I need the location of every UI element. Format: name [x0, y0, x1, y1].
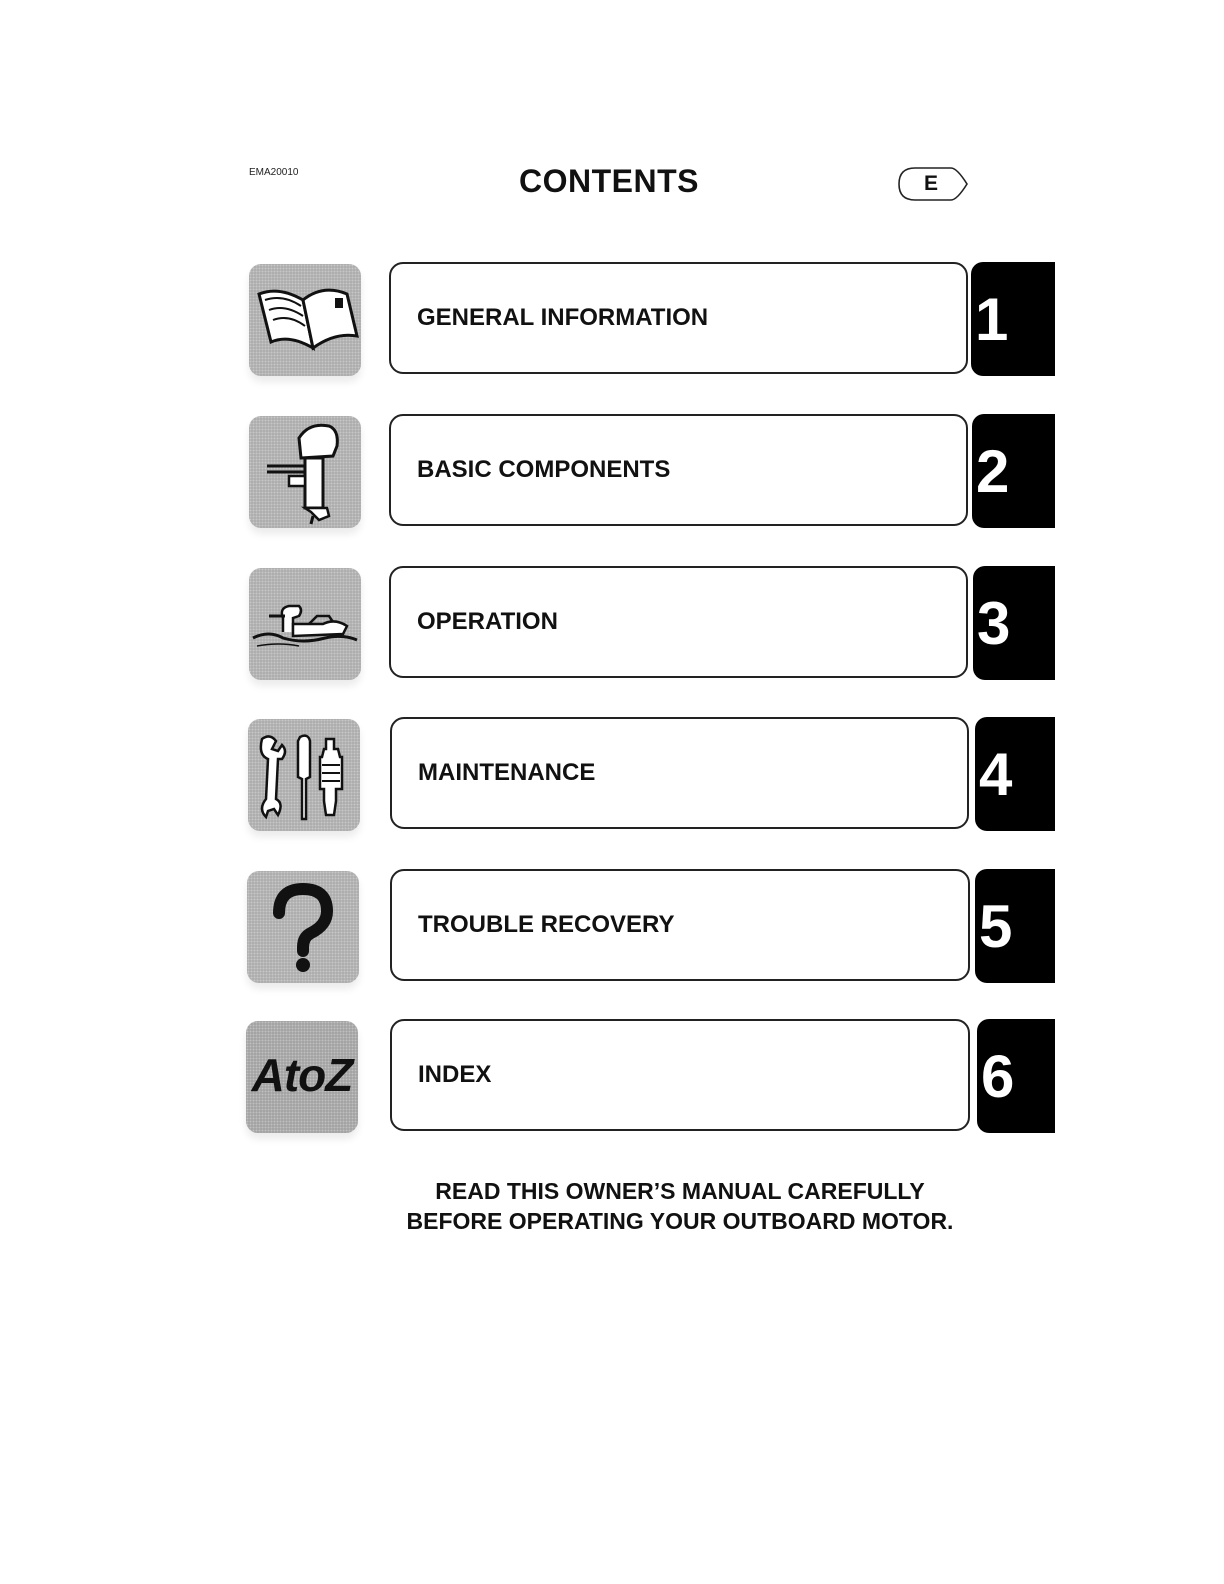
section-label-box[interactable] [390, 717, 969, 829]
section-label[interactable]: OPERATION [417, 608, 558, 635]
section-row-trouble-recovery[interactable] [0, 869, 1224, 985]
section-label-box[interactable] [390, 1019, 970, 1131]
section-row-operation[interactable] [0, 566, 1224, 682]
section-row-general-information[interactable] [0, 262, 1224, 378]
section-number-tab [971, 262, 1055, 376]
section-row-basic-components[interactable] [0, 414, 1224, 530]
section-number: 6 [981, 1043, 1015, 1110]
question-mark-icon [247, 871, 359, 983]
page-title: CONTENTS [519, 163, 699, 199]
boat-icon [249, 568, 361, 680]
footer-line-2: BEFORE OPERATING YOUR OUTBOARD MOTOR. [406, 1208, 954, 1234]
section-number: 4 [979, 741, 1013, 808]
section-label-box[interactable] [389, 566, 968, 678]
section-number: 2 [976, 438, 1010, 505]
section-row-maintenance[interactable] [0, 717, 1224, 833]
section-label[interactable]: BASIC COMPONENTS [417, 456, 671, 483]
document-code: EMA20010 [249, 167, 299, 178]
section-number-tab [975, 717, 1055, 831]
section-label-box[interactable] [389, 262, 968, 374]
section-number-tab [973, 566, 1055, 680]
a-to-z-icon-text: AtoZ [251, 1049, 353, 1101]
a-to-z-icon [246, 1021, 358, 1133]
open-book-icon [249, 264, 361, 376]
language-badge-label: E [923, 172, 938, 195]
section-label-box[interactable] [390, 869, 970, 981]
language-badge [897, 166, 969, 202]
section-number: 3 [977, 590, 1011, 657]
section-label-box[interactable] [389, 414, 968, 526]
section-number-tab [975, 869, 1055, 983]
section-label[interactable]: INDEX [418, 1061, 492, 1088]
section-number: 1 [975, 286, 1009, 353]
section-label[interactable]: GENERAL INFORMATION [417, 304, 709, 331]
section-number-tab [977, 1019, 1055, 1133]
outboard-motor-icon [249, 416, 361, 528]
section-row-index[interactable] [0, 1019, 1224, 1135]
footer-line-1: READ THIS OWNER’S MANUAL CAREFULLY [435, 1178, 925, 1204]
section-label[interactable]: MAINTENANCE [418, 759, 596, 786]
footer-notice [380, 1176, 980, 1236]
section-label[interactable]: TROUBLE RECOVERY [418, 911, 675, 938]
tools-icon [248, 719, 360, 831]
section-number-tab [972, 414, 1055, 528]
section-number: 5 [979, 893, 1013, 960]
